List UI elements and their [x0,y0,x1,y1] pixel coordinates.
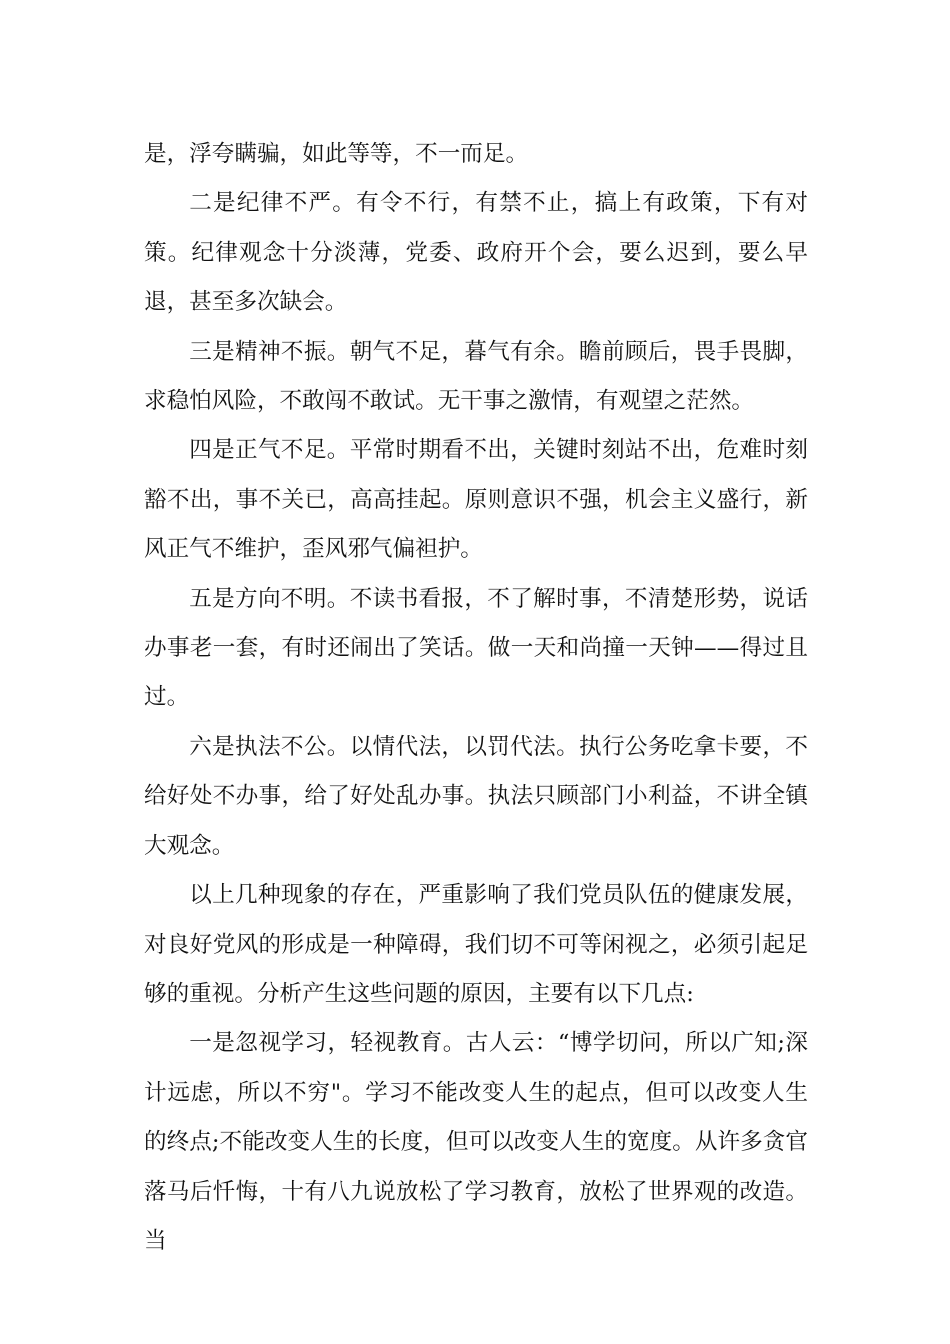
paragraph-spirit: 三是精神不振。朝气不足，暮气有余。瞻前顾后，畏手畏脚，求稳怕风险，不敢闯不敢试。无干事之激情，有观望之茫然。 [144,338,808,415]
document-body [144,130,808,1266]
paragraph-summary: 以上几种现象的存在，严重影响了我们党员队伍的健康发展，对良好党风的形成是一种障碍，我们切不可等闲视之，必须引起足够的重视。分析产生这些问题的原因，主要有以下几点: [144,882,808,1007]
paragraph-law-enforcement: 六是执法不公。以情代法，以罚代法。执行公务吃拿卡要，不给好处不办事，给了好处乱办事。执法只顾部门小利益，不讲全镇大观念。 [144,733,808,859]
paragraph-integrity: 四是正气不足。平常时期看不出，关键时刻站不出，危难时刻豁不出，事不关已，高高挂起。原则意识不强，机会主义盛行，新风正气不维护，歪风邪气偏袒护。 [144,437,808,563]
paragraph-discipline: 二是纪律不严。有令不行，有禁不止，搞上有政策，下有对策。纪律观念十分淡薄，党委、政府开个会，要么迟到，要么早退，甚至多次缺会。 [144,190,808,316]
paragraph-study: 一是忽视学习，轻视教育。古人云：“博学切问，所以广知;深计远虑，所以不穷"。学习不能改变人生的起点，但可以改变人生的终点;不能改变人生的长度，但可以改变人生的宽度。从许多贪官落马后忏悔，十有八九说放松了学习教育，放松了世界观的改造。当 [144,1030,808,1254]
paragraph-continued: 是，浮夸瞒骗，如此等等，不一而足。 [144,141,529,167]
paragraph-direction: 五是方向不明。不读书看报，不了解时事，不清楚形势，说话办事老一套，有时还闹出了笑话。做一天和尚撞一天钟——得过且过。 [144,585,808,711]
